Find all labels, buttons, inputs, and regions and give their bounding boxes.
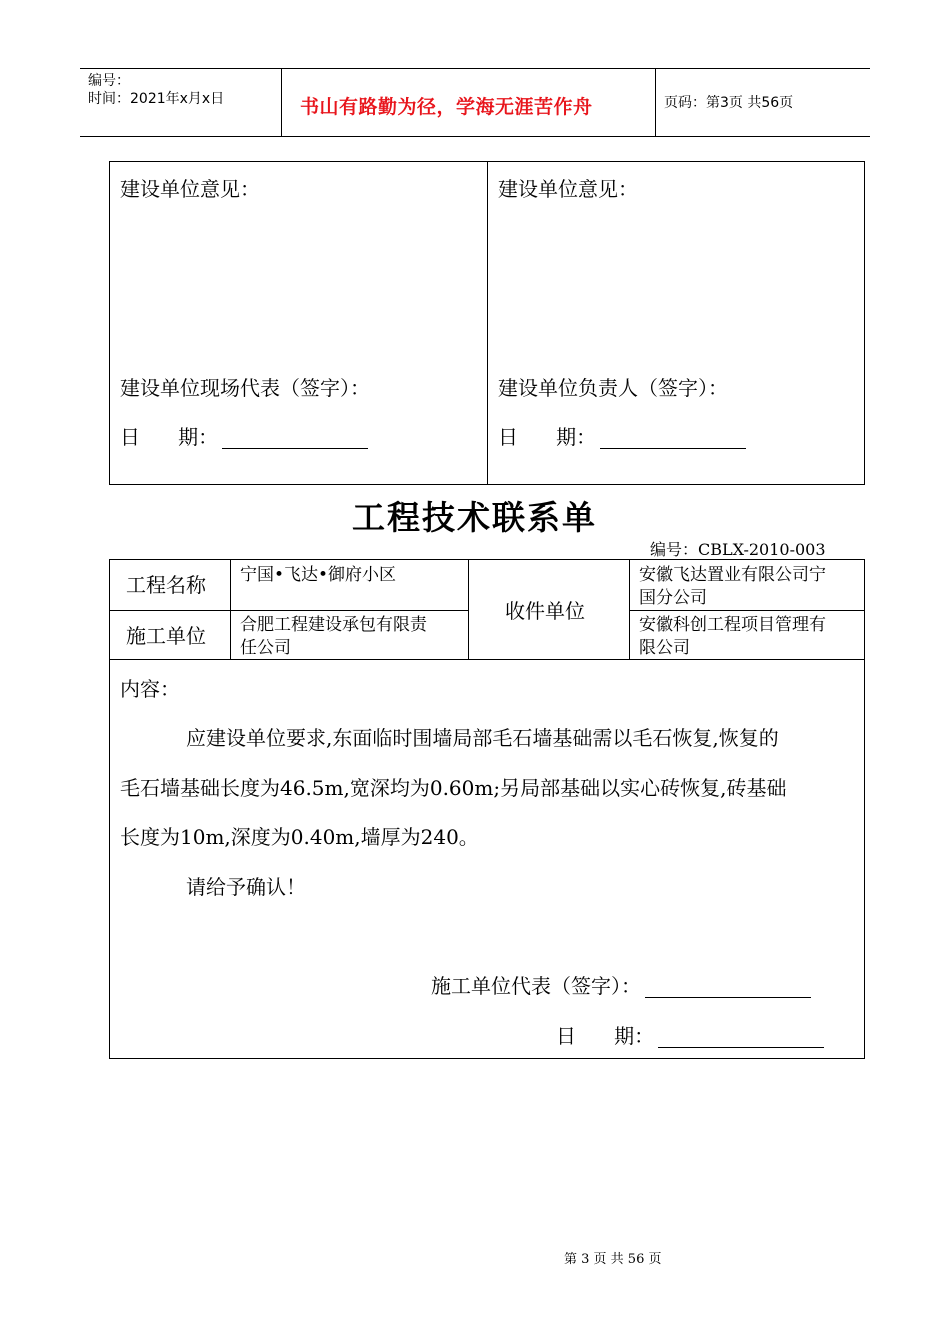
receiver-label: 收件单位: [505, 599, 585, 623]
opinion-divider: [487, 161, 488, 485]
content-box: [109, 659, 865, 1059]
form-date-row: [556, 1024, 824, 1048]
opinion-left-date-row: [120, 425, 368, 449]
header-page-label: 页码：第3页 共56页: [664, 95, 794, 111]
info-grid-row-divider-right: [629, 610, 865, 611]
opinion-right-title: 建设单位意见：: [498, 177, 638, 201]
content-label: 内容：: [120, 677, 180, 701]
project-name-label: 工程名称: [126, 573, 206, 597]
header-top-rule: [80, 68, 870, 69]
header-time-label: 时间：2021年x月x日: [88, 91, 225, 107]
header-motto: 书山有路勤为径，学海无涯苦作舟: [300, 96, 593, 118]
content-line-3: 长度为10m,深度为0.40m,墙厚为240。: [120, 825, 479, 849]
content-line-2: 毛石墙基础长度为46.5m,宽深均为0.60m;另局部基础以实心砖恢复,砖基础: [120, 776, 787, 800]
request-text: 请给予确认！: [186, 875, 306, 899]
header-divider-right: [655, 68, 656, 136]
info-grid-col3: [629, 559, 630, 660]
receiver-2-line2: 限公司: [639, 638, 690, 658]
receiver-1-line2: 国分公司: [639, 588, 707, 608]
sign-label: 施工单位代表（签字）：: [431, 974, 641, 998]
opinion-right-date-label: 日 期：: [498, 425, 597, 449]
opinion-left-signer: 建设单位现场代表（签字）：: [120, 376, 370, 400]
footer-page-number: 第 3 页 共 56 页: [564, 1252, 662, 1267]
header-bottom-rule: [80, 136, 870, 137]
content-line-1: 应建设单位要求,东面临时围墙局部毛石墙基础需以毛石恢复,恢复的: [186, 726, 779, 750]
info-grid-col2: [468, 559, 469, 660]
contractor-value-line1: 合肥工程建设承包有限责: [240, 615, 427, 635]
form-number: 编号：CBLX-2010-003: [650, 540, 826, 559]
info-grid-col1: [230, 559, 231, 660]
sign-field[interactable]: [645, 977, 811, 998]
opinion-right-date-row: [498, 425, 746, 449]
form-date-label: 日 期：: [556, 1024, 655, 1048]
opinion-left-date-field[interactable]: [222, 428, 368, 449]
contractor-label: 施工单位: [126, 624, 206, 648]
sign-row: [431, 974, 811, 998]
opinion-right-date-field[interactable]: [600, 428, 746, 449]
form-title: 工程技术联系单: [352, 498, 597, 537]
header-divider-left: [281, 68, 282, 136]
project-name-value: 宁国•飞达•御府小区: [240, 565, 397, 585]
contractor-value-line2: 任公司: [240, 638, 291, 658]
opinion-right-signer: 建设单位负责人（签字）：: [498, 376, 728, 400]
receiver-2-line1: 安徽科创工程项目管理有: [639, 615, 826, 635]
form-date-field[interactable]: [658, 1027, 824, 1048]
info-grid-row-divider-left: [109, 610, 468, 611]
receiver-1-line1: 安徽飞达置业有限公司宁: [639, 565, 826, 585]
opinion-left-title: 建设单位意见：: [120, 177, 260, 201]
opinion-left-date-label: 日 期：: [120, 425, 219, 449]
header-serial-label: 编号：: [88, 73, 130, 89]
